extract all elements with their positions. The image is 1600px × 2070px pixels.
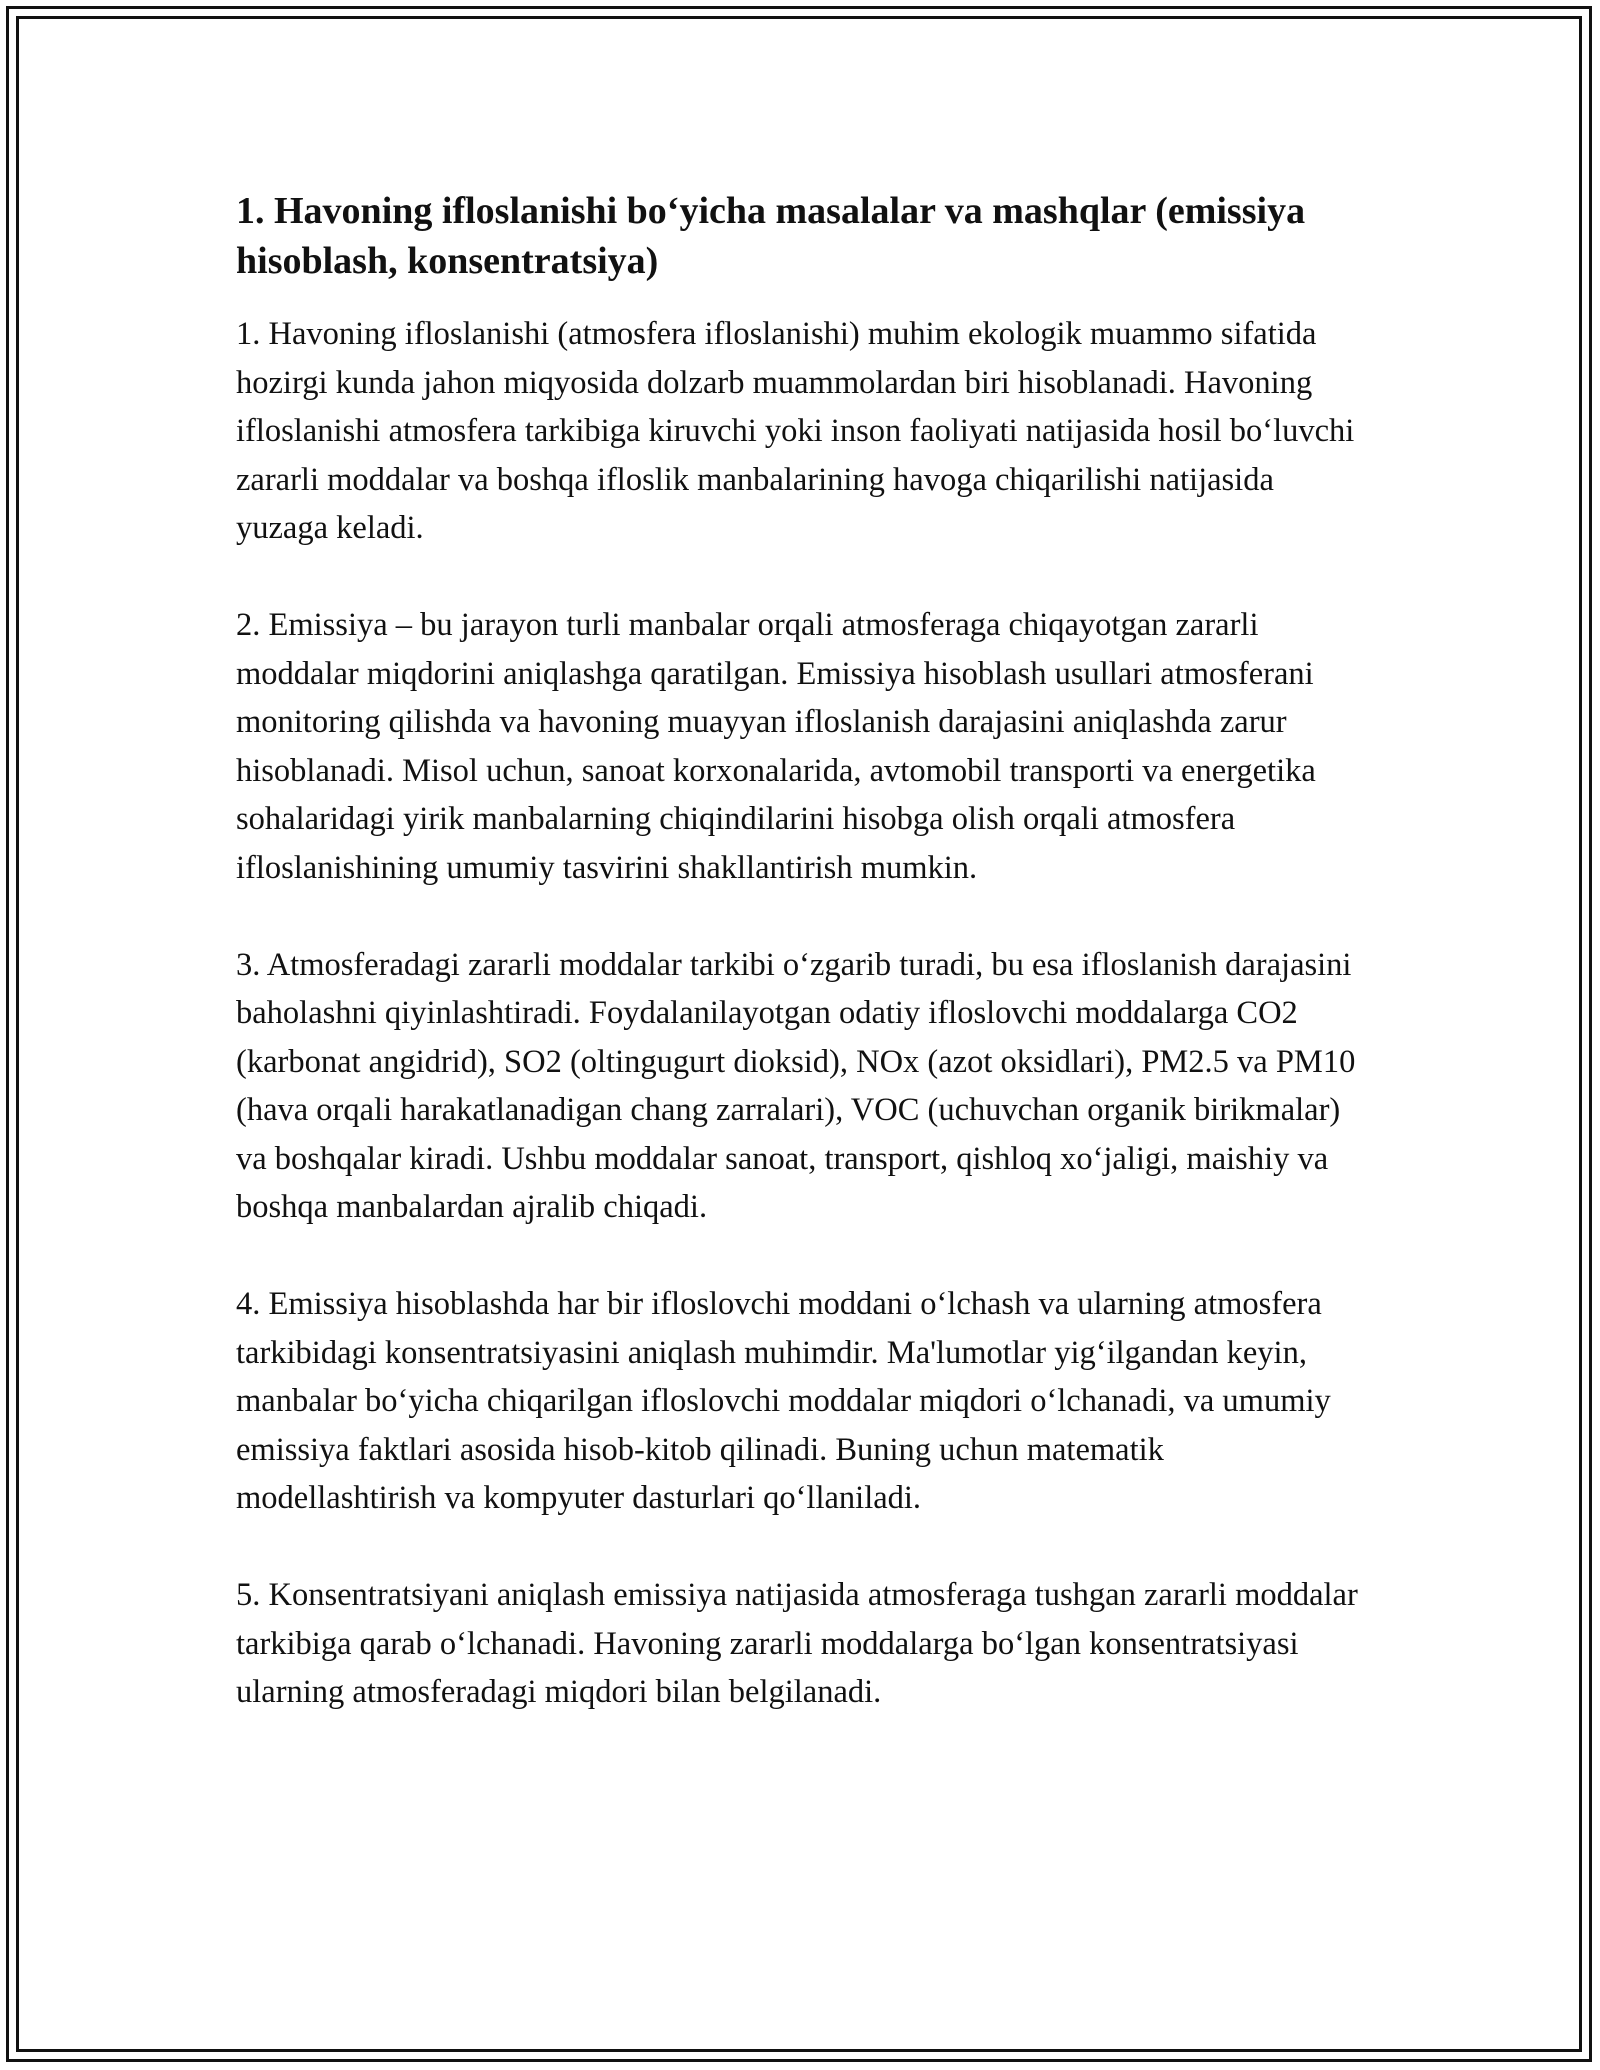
paragraph-4: 4. Emissiya hisoblashda har bir ifloslovchi moddani o‘lchash va ularning atmosfera tarkibidagi konsentratsiyasini aniqlash muhimdir. Ma'lumotlar yig‘ilgandan keyin, manbalar bo‘yicha chiqarilgan ifloslovchi moddalar miqdori o‘lchanadi, va umumiy emissiya faktlari asosida hisob-kitob qilinadi. Buning uchun matematik modellashtirish va kompyuter dasturlari qo‘llaniladi. — [236, 1286, 1331, 1516]
paragraph-2: 2. Emissiya – bu jarayon turli manbalar orqali atmosferaga chiqayotgan zararli moddalar miqdorini aniqlashga qaratilgan. Emissiya hisoblash usullari atmosferani monitoring qilishda va havoning muayyan ifloslanish darajasini aniqlashda zarur hisoblanadi. Misol uchun, sanoat korxonalarida, avtomobil transporti va energetika sohalaridagi yirik manbalarning chiqindilarini hisobga olish orqali atmosfera ifloslanishining umumiy tasvirini shakllantirish mumkin. — [236, 607, 1316, 886]
paragraph-1: 1. Havoning ifloslanishi (atmosfera ifloslanishi) muhim ekologik muammo sifatida hozirgi kunda jahon miqyosida dolzarb muammolardan biri hisoblanadi. Havoning ifloslanishi atmosfera tarkibiga kiruvchi yoki inson faoliyati natijasida hosil bo‘luvchi zararli moddalar va boshqa ifloslik manbalarining havoga chiqarilishi natijasida yuzaga keladi. — [236, 316, 1355, 546]
document-body — [236, 186, 1366, 1765]
paragraph-5: 5. Konsentratsiyani aniqlash emissiya natijasida atmosferaga tushgan zararli moddalar tarkibiga qarab o‘lchanadi. Havoning zararli moddalarga bo‘lgan konsentratsiyasi ularning atmosferadagi miqdori bilan belgilanadi. — [236, 1577, 1358, 1710]
document-title: 1. Havoning ifloslanishi bo‘yicha masalalar va mashqlar (emissiya hisoblash, konsentratsiya) — [236, 190, 1306, 282]
paragraph-3: 3. Atmosferadagi zararli moddalar tarkibi o‘zgarib turadi, bu esa ifloslanish darajasini baholashni qiyinlashtiradi. Foydalanilayotgan odatiy ifloslovchi moddalarga CO2 (karbonat angidrid), SO2 (oltingugurt dioksid), NOx (azot oksidlari), PM2.5 va PM10 (hava orqali harakatlanadigan chang zarralari), VOC (uchuvchan organik birikmalar) va boshqalar kiradi. Ushbu moddalar sanoat, transport, qishloq xo‘jaligi, maishiy va boshqa manbalardan ajralib chiqadi. — [236, 946, 1356, 1225]
